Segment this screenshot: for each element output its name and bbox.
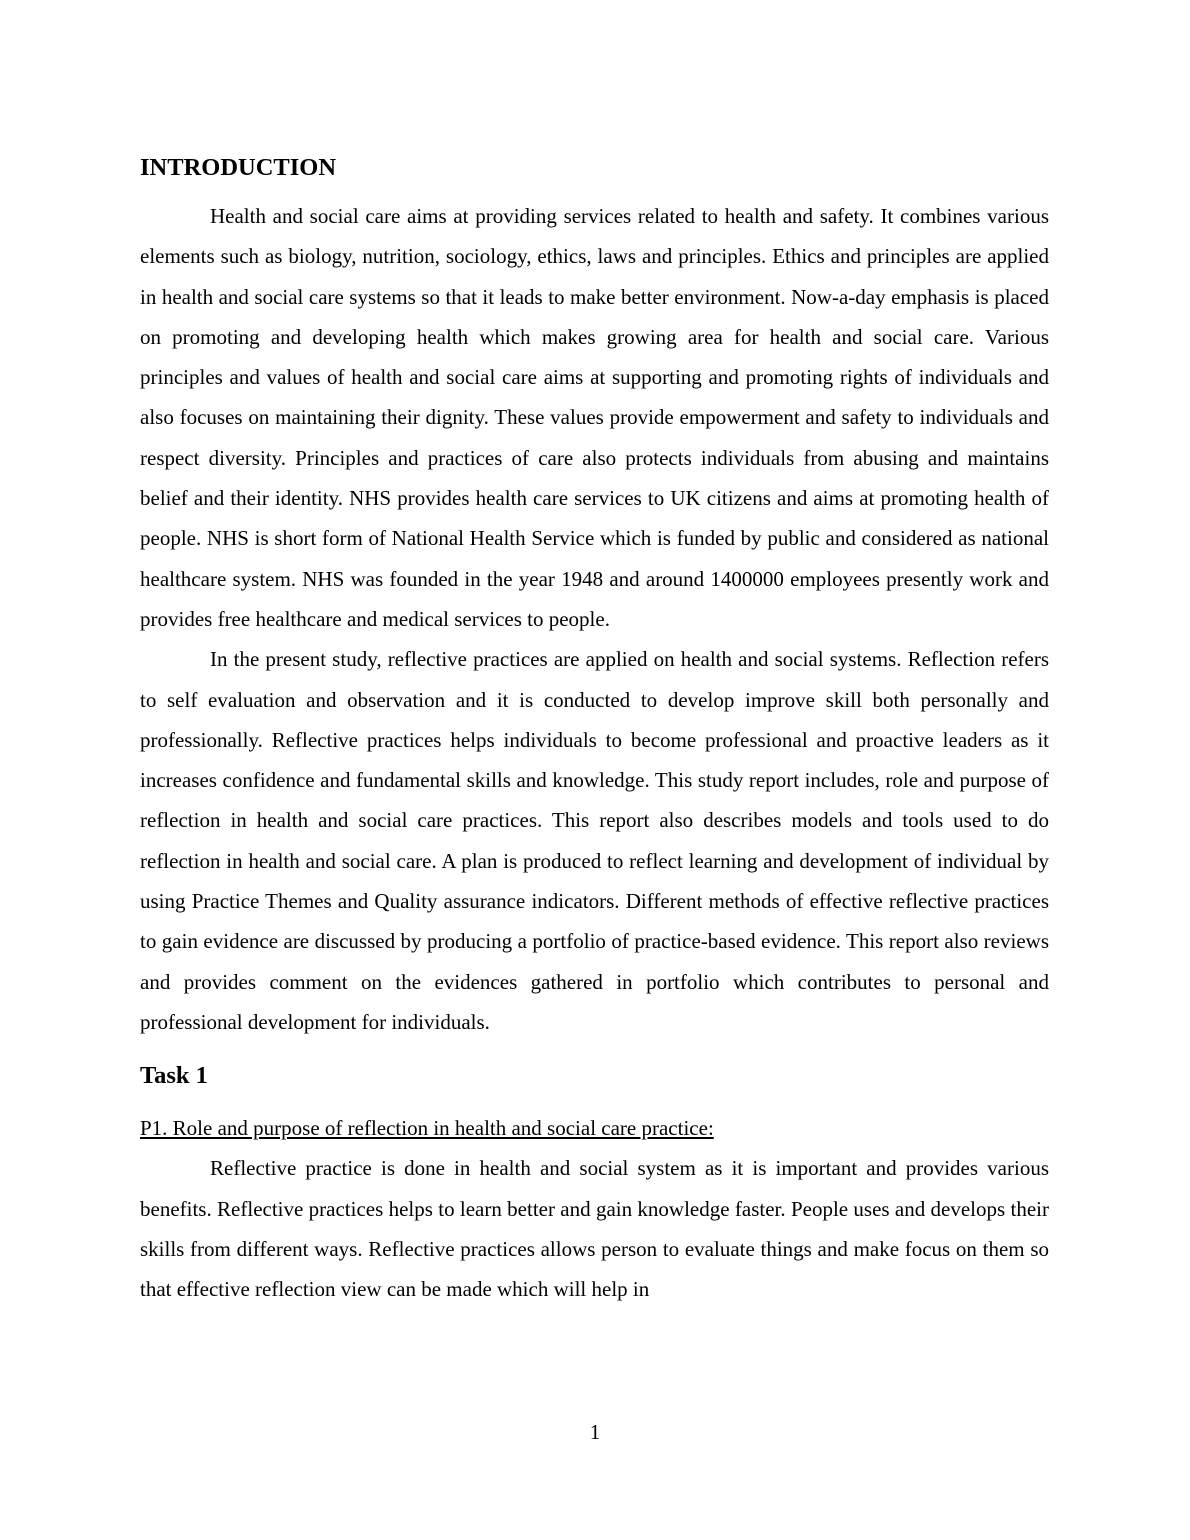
page-content bbox=[140, 148, 1049, 1309]
p1-paragraph: Reflective practice is done in health and social system as it is important and provides various benefits. Reflective practices helps to learn better and gain knowledge faster. People uses and develops their skills from different ways. Reflective practices allows person to evaluate things and make focus on them so that effective reflection view can be made which will help in bbox=[140, 1156, 1049, 1302]
intro-paragraph-1: Health and social care aims at providing services related to health and safety. It combines various elements such as biology, nutrition, sociology, ethics, laws and principles. Ethics and principles are applied in health and social care systems so that it leads to make better environment. Now-a-day emphasis is placed on promoting and developing health which makes growing area for health and social care. Various principles and values of health and social care aims at supporting and promoting rights of individuals and also focuses on maintaining their dignity. These values provide empowerment and safety to individuals and respect diversity. Principles and practices of care also protects individuals from abusing and maintains belief and their identity. NHS provides health care services to UK citizens and aims at promoting health of people. NHS is short form of National Health Service which is funded by public and considered as national healthcare system. NHS was founded in the year 1948 and around 1400000 employees presently work and provides free healthcare and medical services to people. bbox=[140, 204, 1049, 631]
introduction-heading: INTRODUCTION bbox=[140, 154, 337, 181]
task-1-heading: Task 1 bbox=[140, 1062, 208, 1090]
intro-paragraph-2: In the present study, reflective practices are applied on health and social systems. Reflection refers to self evaluation and observation and it is conducted to develop improve skill both personally and professionally. Reflective practices helps individuals to become professional and proactive leaders as it increases confidence and fundamental skills and knowledge. This study report includes, role and purpose of reflection in health and social care practices. This report also describes models and tools used to do reflection in health and social care. A plan is produced to reflect learning and development of individual by using Practice Themes and Quality assurance indicators. Different methods of effective reflective practices to gain evidence are discussed by producing a portfolio of practice-based evidence. This report also reviews and provides comment on the evidences gathered in portfolio which contributes to personal and professional development for individuals. bbox=[140, 647, 1049, 1034]
p1-subheading: P1. Role and purpose of reflection in health and social care practice: bbox=[140, 1116, 714, 1141]
page-number: 1 bbox=[589, 1420, 601, 1444]
